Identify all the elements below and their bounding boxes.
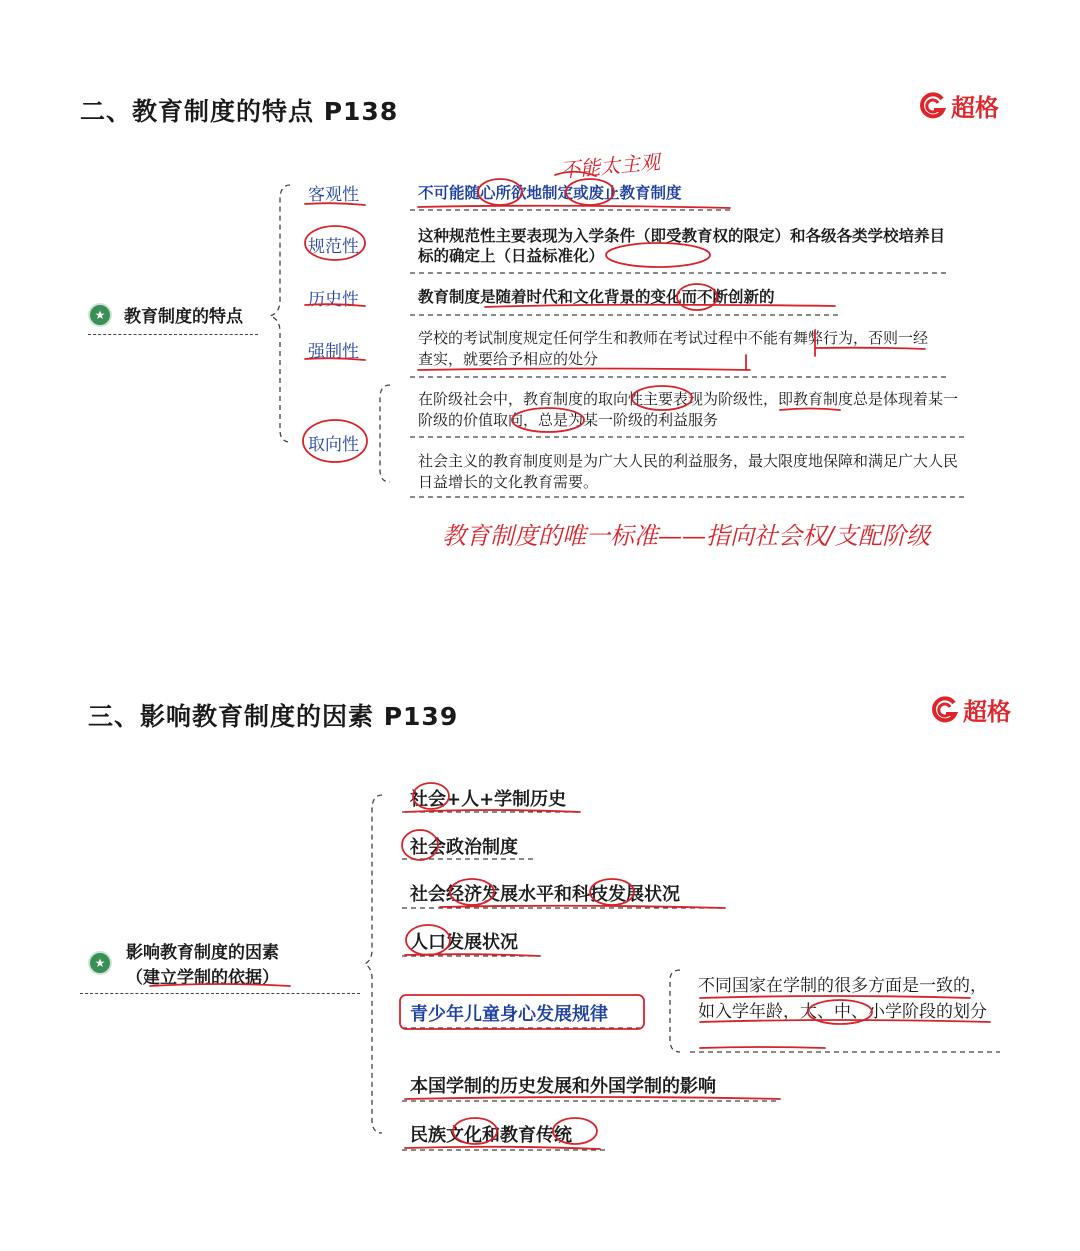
factor-3: 社会经济发展水平和科技发展状况 [410, 884, 680, 905]
chaoge-logo-text-2: 超格 [963, 698, 1011, 726]
root-node-label: 教育制度的特点 [124, 307, 243, 327]
root-node-line1: 影响教育制度的因素 [126, 943, 279, 963]
section2-title: 二、教育制度的特点 P138 [80, 97, 399, 126]
desc-compulsory: 学校的考试制度规定任何学生和教师在考试过程中不能有舞弊行为，否则一经查实，就要给予相应的处分 [418, 329, 929, 368]
desc-normativity: 这种规范性主要表现为入学条件（即受教育权的限定）和各级各类学校培养目标的确定上（日益标准化） [418, 227, 946, 265]
factor-4: 人口发展状况 [410, 932, 518, 953]
star-badge-icon-2: ★ [88, 951, 112, 975]
section3-title: 三、影响教育制度的因素 P139 [88, 702, 459, 731]
chaoge-logo [918, 88, 999, 123]
chaoge-logo-2 [930, 692, 1011, 727]
factor-2: 社会政治制度 [410, 837, 518, 858]
factor-1: 社会+人+学制历史 [410, 789, 567, 810]
section3-root-node [88, 938, 279, 988]
factor-5: 青少年儿童身心发展规律 [410, 1004, 608, 1025]
root-underline [88, 334, 258, 335]
section2-root-node [88, 302, 243, 327]
chaoge-logo-icon [918, 91, 948, 121]
key-objectivity: 客观性 [308, 185, 359, 205]
factor-6: 本国学制的历史发展和外国学制的影响 [410, 1076, 716, 1097]
root-underline-2 [80, 993, 360, 994]
desc-objectivity: 不可能随心所欲地制定或废止教育制度 [418, 184, 682, 202]
handwritten-note-bottom: 教育制度的唯一标准——指向社会权/支配阶级 [442, 522, 931, 550]
key-historicity: 历史性 [308, 290, 359, 310]
factor-5-note: 不同国家在学制的很多方面是一致的，如入学年龄，大、中、小学阶段的划分 [698, 976, 987, 1022]
factor-7: 民族文化和教育传统 [410, 1125, 572, 1146]
root-node-line2: （建立学制的依据） [126, 968, 279, 988]
chaoge-logo-icon-2 [930, 695, 960, 725]
key-normativity: 规范性 [308, 237, 359, 257]
desc-orientation-socialism: 社会主义的教育制度则是为广大人民的利益服务，最大限度地保障和满足广大人民日益增长的文化教育需要。 [418, 452, 959, 491]
key-compulsory: 强制性 [308, 342, 359, 362]
desc-historicity: 教育制度是随着时代和文化背景的变化而不断创新的 [418, 288, 775, 306]
handwritten-note-top: 不能太主观 [559, 149, 661, 183]
star-badge-icon: ★ [88, 303, 112, 327]
desc-orientation-class: 在阶级社会中，教育制度的取向性主要表现为阶级性，即教育制度总是体现着某一阶级的价值取向，总是为某一阶级的利益服务 [418, 390, 959, 429]
key-orientation: 取向性 [308, 435, 359, 455]
chaoge-logo-text: 超格 [951, 94, 999, 122]
